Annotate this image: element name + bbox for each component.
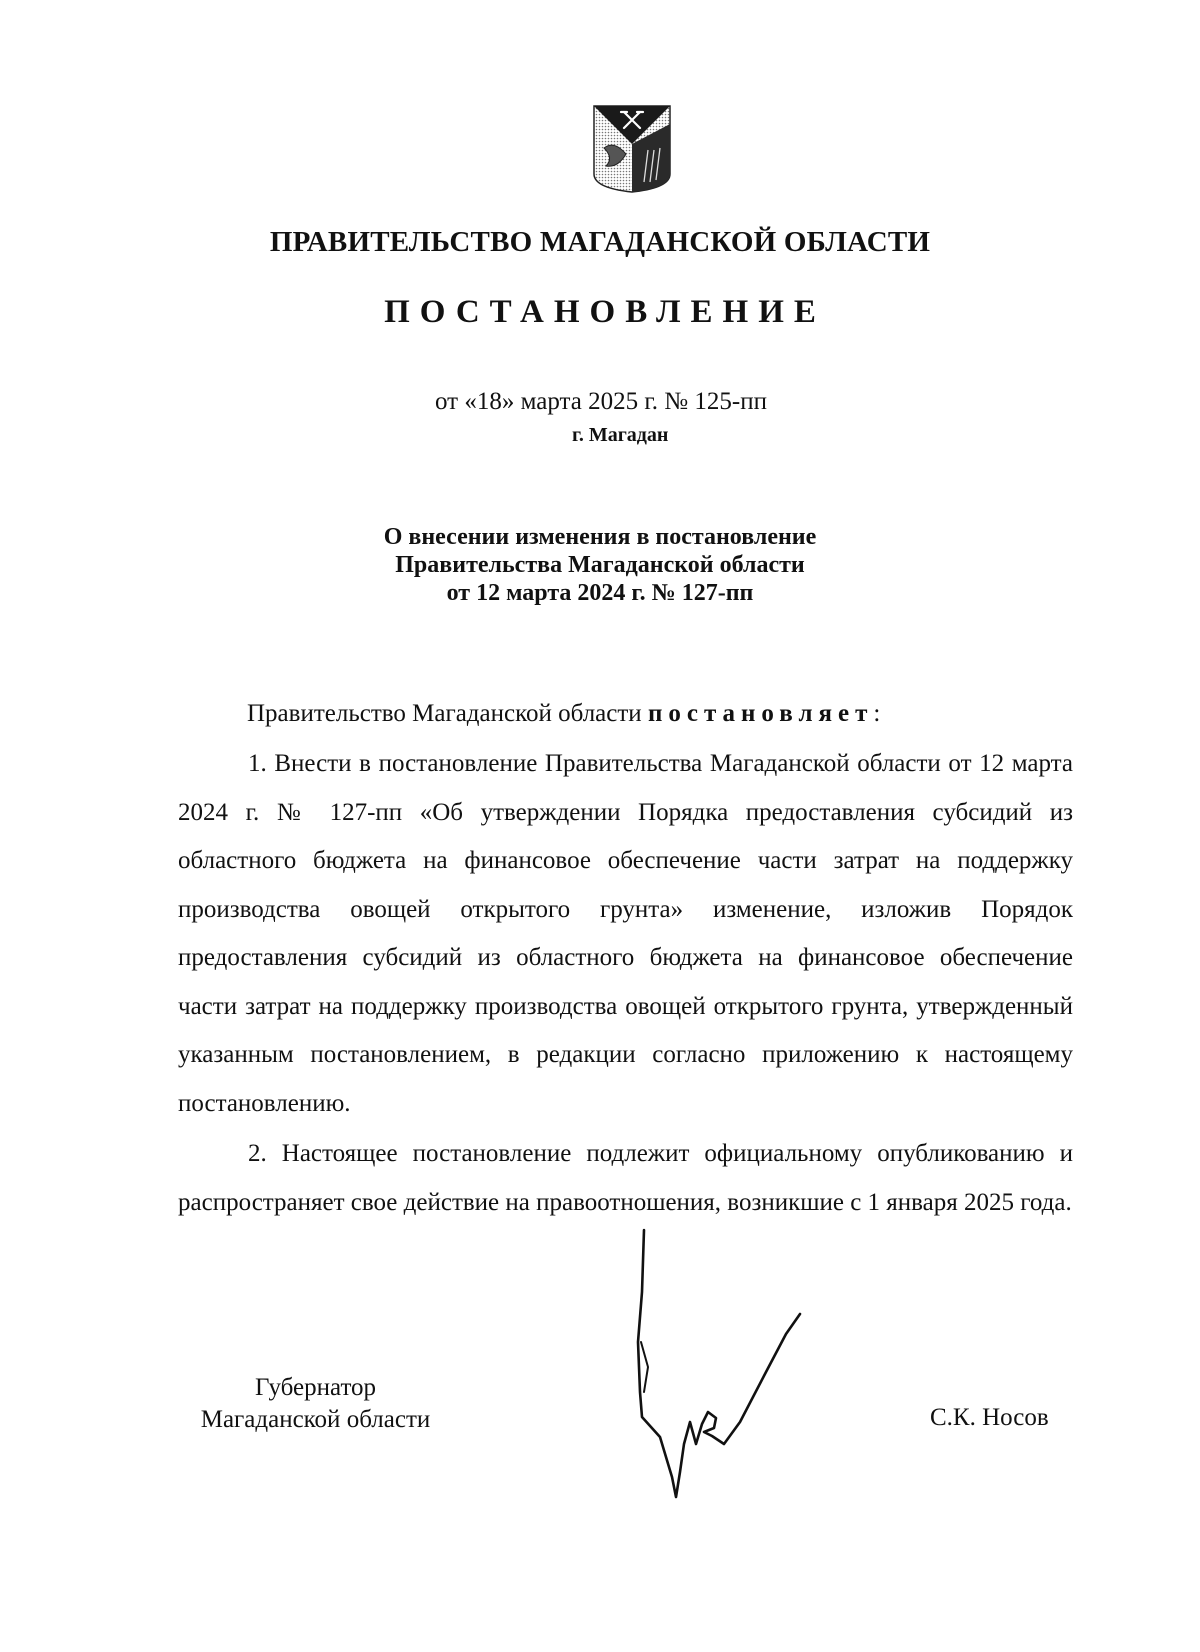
- signatory-name: С.К. Носов: [930, 1404, 1049, 1431]
- document-type-title: ПОСТАНОВЛЕНИЕ: [384, 294, 826, 330]
- subject-line: от 12 марта 2024 г. № 127-пп: [446, 580, 754, 606]
- subject-line: О внесении изменения в постановление: [383, 524, 817, 550]
- paragraph-2: 2. Настоящее постановление подлежит официальному опубликованию и распространяет свое действие на правоотношения, возникшие с 1 января 2025 года.: [178, 1140, 1073, 1216]
- intro-text: Правительство Магаданской области: [247, 700, 648, 727]
- intro-keyword: постановляет: [647, 700, 874, 727]
- organization-title: ПРАВИТЕЛЬСТВО МАГАДАНСКОЙ ОБЛАСТИ: [269, 226, 931, 258]
- paragraph-1: 1. Внести в постановление Правительства Магаданской области от 12 марта 2024 г. № 127-пп «Об утверждении Порядка предоставления субсидий из областного бюджета на финансовое обеспечение части затрат на поддержку производства овощей открытого грунта» изменение, изложив Порядок предоставления субсидий из областного бюджета на финансовое обеспечение части затрат на поддержку производства овощей открытого грунта, утвержденный указанным постановлением, в редакции согласно приложению к настоящему постановлению.: [178, 750, 1073, 1117]
- resolution-intro: [247, 700, 1073, 728]
- document-city: г. Магадан: [572, 424, 669, 446]
- handwritten-signature-icon: [620, 1222, 820, 1502]
- document-subject: [0, 523, 1200, 607]
- subject-line: Правительства Магаданской области: [395, 552, 805, 578]
- signatory-position-line: Губернатор: [254, 1374, 377, 1401]
- document-date-number: от «18» марта 2025 г. № 125-пп: [435, 388, 767, 415]
- intro-colon: :: [873, 700, 881, 727]
- coat-of-arms-icon: [592, 104, 672, 194]
- signatory-position-line: Магаданской области: [200, 1406, 431, 1433]
- signatory-position: [183, 1372, 448, 1436]
